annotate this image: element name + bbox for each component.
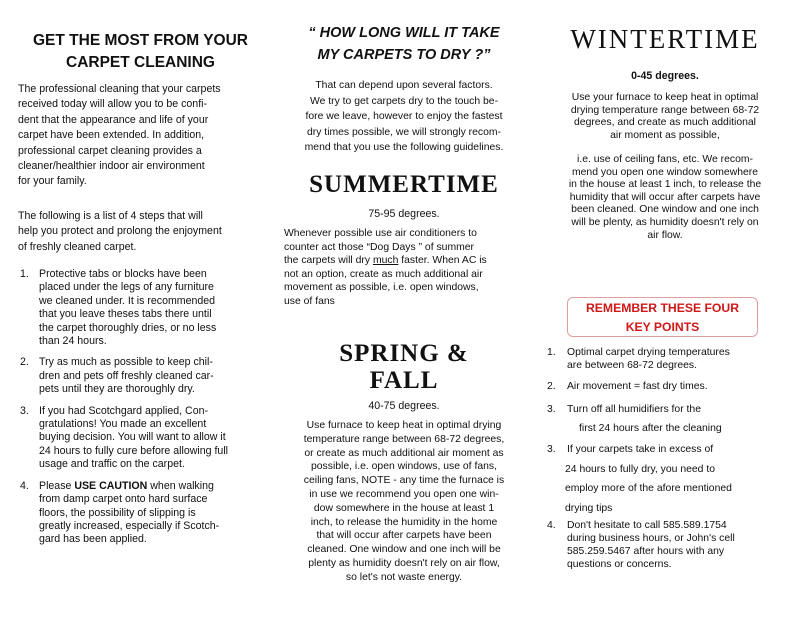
summer-degrees: 75-95 degrees. [368,208,440,220]
winter-degrees: 0-45 degrees. [631,70,699,82]
list-item: 2. Try as much as possible to keep chil- dren and pets off freshly cleaned car- pets until they are thoroughly dry. [20,356,214,396]
spring-fall-heading: SPRING & FALL [339,340,469,394]
drying-intro-paragraph: That can depend upon several factors. We try to get carpets dry to the touch be- fore we leave, however to enjoy the fastest dry times possible, we will strongly recom- mend that you use the following guidelines. [304,80,504,154]
summertime-heading: SUMMERTIME [309,171,499,198]
carpet-cleaning-title: GET THE MOST FROM YOUR CARPET CLEANING [33,32,248,71]
list-item: 1. Optimal carpet drying temperatures are between 68-72 degrees. [547,347,730,371]
list-item: 2. Air movement = fast dry times. [547,381,708,392]
steps-list [18,268,263,555]
intro-paragraph: The professional cleaning that your carpets received today will allow you to be confi- dent that the appearance and life of your carpet have been extended. In addition, professional carpet cleaning provides a cleaner/healthier indoor air environment for your family. [18,83,221,188]
list-item: 1. Protective tabs or blocks have been placed under the legs of any furniture we cleaned under. It is recommended that you leave theses tabs there until the carpet thoroughly dries, or no less than 24 hours. [20,268,217,348]
list-item: 3. If your carpets take in excess of 24 hours to fully dry, you need to employ more of the afore mentioned drying tips [547,444,732,514]
wintertime-heading: WINTERTIME [570,24,760,54]
list-item: 3. Turn off all humidifiers for the first 24 hours after the cleaning [547,404,722,434]
spring-paragraph: Use furnace to keep heat in optimal drying temperature range between 68-72 degrees, or create as much additional air moment as possible, i.e. open windows, use of fans, ceiling fans, NOTE - any time the furnace is in use we recommend you open one win- dow somewhere in the house at least 1 inch, to release the humidity in the home that will occur after carpets have been cleaned. One window and one inch will be plenty as humidity doesn't rely on air flow, so let's not waste energy. [303,420,505,583]
steps-intro-paragraph: The following is a list of 4 steps that will help you protect and prolong the enjoyment of freshly cleaned carpet. [18,210,222,253]
remember-key-points-box: REMEMBER THESE FOUR KEY POINTS [567,297,758,337]
drying-question-heading: “ HOW LONG WILL IT TAKE MY CARPETS TO DRY ?” [308,25,500,63]
list-item: 4. Don't hesitate to call 585.589.1754 during business hours, or John's cell 585.259.5467 after hours with any questions or concerns. [547,520,735,570]
list-item: 3. If you had Scotchgard applied, Con- gratulations! You made an excellent buying decision. You will want to allow it 24 hours to fully cure before allowing full usage and traffic on the carpet. [20,404,229,471]
winter-paragraph-1: Use your furnace to keep heat in optimal drying temperature range between 68-72 degrees, and create as much additional air moment as possible, [570,92,760,141]
summer-paragraph: Whenever possible use air conditioners to counter act those “Dog Days ” of summer the carpets will dry much faster. When AC is not an option, create as much additional air movement as possible, i.e. open windows, use of fans [284,228,487,307]
winter-paragraph-2: i.e. use of ceiling fans, etc. We recom- mend you open one window somewhere in the house at least 1 inch, to release the humidity that will occur after carpets have been cleaned. One window and one inch will be plenty, as humidity doesn't rely on air flow. [568,154,762,241]
spring-degrees: 40-75 degrees. [368,400,440,412]
list-item: 4. Please USE CAUTION when walking from damp carpet onto hard surface floors, the possibility of slipping is greatly increased, especially if Scotch- gard has been applied. [20,479,220,546]
